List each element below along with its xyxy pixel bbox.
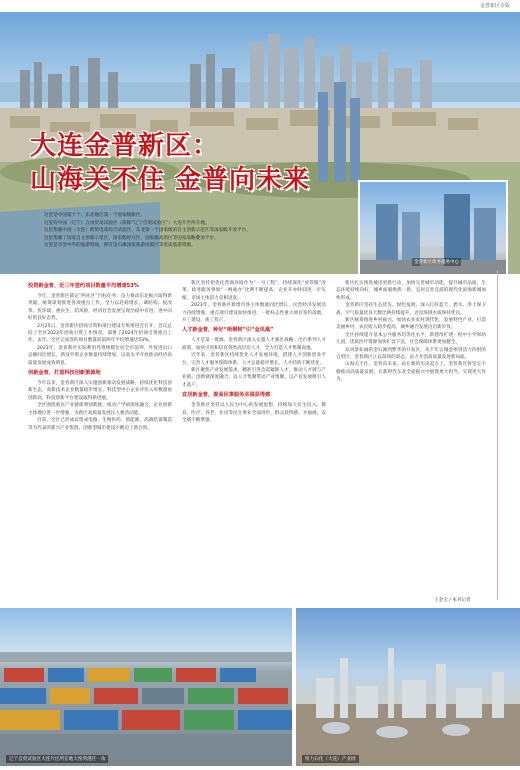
section-heading: 投资新金普，近三年签约项目数量平均增速53% <box>28 283 139 289</box>
body-paragraph: 2月25日，金普新区招商引资和项目建设专班推进会召开，会议总结了全区2023年招商引资工作情况，部署了2024年招商引资重点工作。去年，全区完成签约项目数量较前两年平均增速达53%。 <box>28 323 172 344</box>
column-divider <box>497 270 498 600</box>
section-tag: 金普新区专版 <box>479 3 510 9</box>
body-paragraph: 2023年，金普新区实际利用外资规模位居全市前列，外贸进出口总额同比增长，新设外资企业数量持续增加，以高水平开放推动经济高质量发展成效明显。 <box>28 345 172 366</box>
lead-line: 这里是中国第十个、东北地区第一个国家级新区。 <box>44 213 146 218</box>
article-column-2 <box>182 280 326 425</box>
body-paragraph: 近年来，金普新区持续优化人才发展环境，搭建人才创新创业平台，完善人才服务保障体系，人才总量稳步增长，人才结构不断优化。 <box>182 353 326 366</box>
lead-line: 这里集聚中国（大连）跨境电商综合试验区、东北第一个国家级的自主创新示范区等国家级开放平台。 <box>44 228 251 233</box>
headline-line1: 大连金普新区： <box>30 131 220 161</box>
section-heading: 创新金普，打造科技创新策源地 <box>28 370 101 377</box>
photo-port-containers <box>0 608 292 766</box>
byline: 王金宝 / 本刊记者 <box>434 598 471 603</box>
body-paragraph: 从风景如画的金石滩到繁华的开发区，从千年古城金州到活力四射的自贸区，金普新区正以昂扬的姿态，奋力开创高质量发展新局面。 <box>336 347 486 361</box>
lead-line: 这里集聚了国家自主创新示范区、国家级经开区、国家级高新区等国家战略叠加平台。 <box>44 235 219 241</box>
body-paragraph: 金普新区坚持以人民为中心的发展思想，持续加大民生投入，教育、医疗、养老、住房等民生事业全面进步，群众获得感、幸福感、安全感不断增强。 <box>182 403 326 424</box>
lead-line: 这里有中国（辽宁）自由贸易试验区（简称“辽宁自贸试验区”）大连片区所在地。 <box>44 220 210 226</box>
article-column-1 <box>28 280 172 432</box>
body-paragraph: 山海关不住，金普向未来。站在新的历史起点上，金普新区将坚定不移推动高质量发展，在新时代东北全面振兴中展现更大担当、实现更大作为。 <box>336 362 486 383</box>
lead-paragraph <box>44 212 354 250</box>
section-heading: 宜居新金普，提高民事服务幸福获得感 <box>182 392 271 399</box>
body-paragraph: 新区扎实推进城市更新行动，加快完善城市功能，提升城市品质，生态环境持续向好，城乡面貌焕然一新，宜居宜业宜游的现代化滨海新城加快形成。 <box>336 281 486 301</box>
photo-caption-right: 恒力石化（大连）产业园 <box>302 755 359 763</box>
body-paragraph: 人才是第一资源。金普新区深入实施人才强区战略，出台系列人才政策，加快引进和培育各类高层次人才，全力打造人才集聚高地。 <box>182 338 326 351</box>
body-paragraph: 全区持续提升基本公共服务均等化水平，新建改扩建一批中小学和幼儿园，优质医疗资源加快扩容下沉，社会保障体系更加健全。 <box>336 332 486 346</box>
body-paragraph: 今年以来，金普新区深入实施创新驱动发展战略，持续优化科技创新生态，高新技术企业数量稳步增长，科技型中小企业评价入库数量再创新高，科技创新平台建设取得新进展。 <box>28 381 172 401</box>
body-paragraph: 新区坚持把优化营商环境作为“一号工程”，持续深化“放管服”改革，政务服务事项“一网通办”比例不断提高，企业开办时间进一步压缩，市场主体活力竞相迸发。 <box>182 281 326 301</box>
body-paragraph: 目前，全区已形成以集成电路、生物医药、新能源、高端装备制造等为代表的新兴产业集群，创新型城市建设不断迈上新台阶。 <box>28 418 172 431</box>
headline-line2: 山海关不住 金普向未来 <box>30 165 311 195</box>
body-paragraph: 金普新区坚持生态优先、绿色发展，深入打好蓝天、碧水、净土保卫战，空气质量优良天数比例持续提升，近岸海域水质保持优良。 <box>336 303 486 316</box>
lead-line: 这里是享誉中外的旅游胜地，拥有金石滩国家旅游度假区等优质旅游资源。 <box>44 243 196 248</box>
refinery-illustration <box>296 608 520 766</box>
inset-photo-caption: 金普新区政务服务中心 <box>414 260 459 265</box>
body-paragraph: 全区围绕重点产业链部署创新链，推动产学研深度融合，企业创新主体地位进一步增强，为新区高质量发展注入强劲动能。 <box>28 403 172 416</box>
body-paragraph: 新区聚焦产业发展需求，精准引进急需紧缺人才，推动人才链与产业链、创新链深度融合，以人才集聚带动产业集聚、以产业发展吸引人才落户。 <box>182 368 326 388</box>
section-heading: 人才新金普，种好“梧桐树”引“金凤凰” <box>182 327 274 334</box>
photo-caption-left: 辽宁自贸试验区大连片区所在地大窑湾港区一角 <box>6 755 108 763</box>
headline <box>30 130 310 196</box>
article-column-3 <box>336 280 486 384</box>
body-paragraph: 2023年，金普新区新增市场主体数量同比增长，民营经济发展活力持续增强，重点项目建设加快推进，一批标志性重大项目签约落地、开工建设、竣工投产。 <box>182 303 326 324</box>
body-paragraph: 今年，金普新区锚定“两先区”目标任务，奋力推动东北振兴取得新突破。统筹谋划推进各项重点工作，全力以赴稳增长、调结构、促改革、优环境、惠民生、防风险，经济社会发展呈现出稳中有进、进中向好的良好态势。 <box>28 294 172 322</box>
port-illustration <box>0 608 292 766</box>
photo-petrochemical-park <box>296 608 520 766</box>
page-header <box>0 0 520 12</box>
body-paragraph: 新区统筹推进乡村振兴，加快农业农村现代化，发展特色产业，打造美丽乡村，农民收入稳步提高，城乡融合发展迈出新步伐。 <box>336 318 486 331</box>
